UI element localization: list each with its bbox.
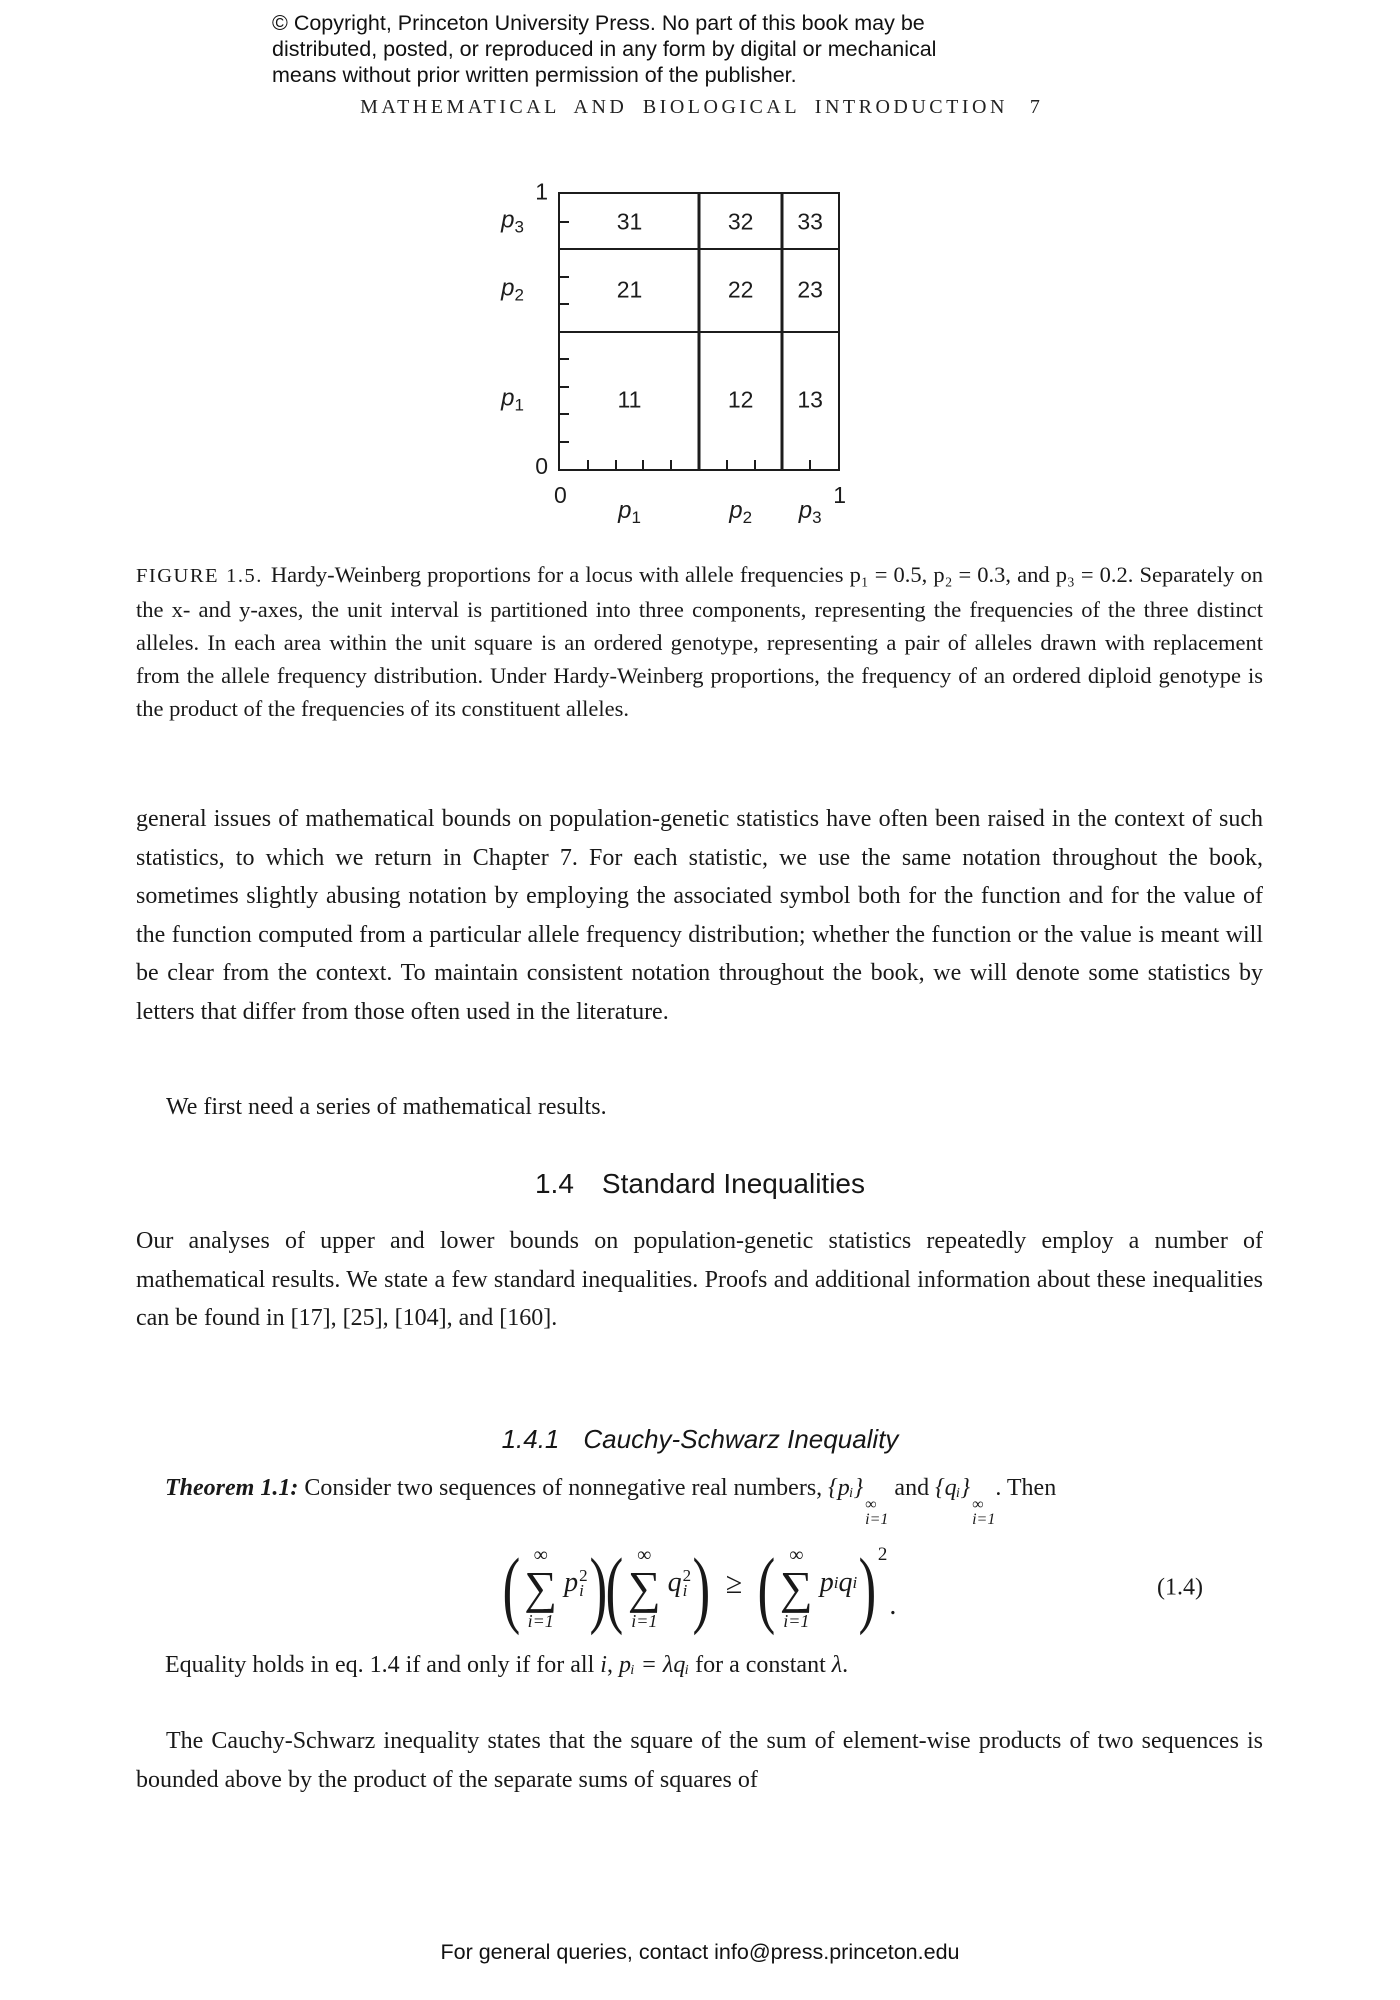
limit-lower: i=1 xyxy=(972,1511,996,1528)
summation xyxy=(780,1545,813,1631)
y-band-label xyxy=(501,385,524,416)
equation-cauchy-schwarz: ( ∞ ∑ i=1 p 2 i ) ( ∞ ∑ i=1 q 2 i ) ≥ ( ∞ ∑ i=1 p i q i ) 2 . (1.4) xyxy=(502,1540,1203,1636)
variable: p xyxy=(501,274,515,302)
y-band-label xyxy=(501,275,524,306)
y-tick xyxy=(560,386,569,388)
sequence-q: {qᵢ} xyxy=(935,1475,971,1501)
page-footer: For general queries, contact info@press.princeton.edu xyxy=(440,1940,960,1964)
variable-subscript: 3 xyxy=(514,217,524,236)
theorem-statement xyxy=(165,1468,1263,1527)
subsection-number: 1.4.1 xyxy=(501,1424,560,1454)
limit-upper: ∞ xyxy=(972,1496,984,1513)
y-tick xyxy=(560,303,569,305)
equality-condition xyxy=(165,1646,1263,1684)
subscript: i xyxy=(852,1573,858,1592)
cell-label: 12 xyxy=(727,386,754,413)
theorem-label: Theorem 1.1: xyxy=(165,1475,299,1501)
variable-i: i xyxy=(600,1652,607,1678)
text: Equality holds in eq. 1.4 if and only if for all xyxy=(165,1652,601,1678)
x-axis-max-label: 1 xyxy=(833,482,846,508)
paragraph: Our analyses of upper and lower bounds on population-genetic statistics repeatedly employ a number of mathematical results. We state a few standard inequalities. Proofs and additional information about these inequalities can be found in [17], [25], [104], and [160]. xyxy=(136,1228,1263,1331)
theorem-text: . Then xyxy=(995,1475,1057,1501)
math-expression: pᵢ = λqᵢ xyxy=(618,1652,690,1678)
outer-superscript: 2 xyxy=(877,1544,888,1565)
infinity-symbol: ∞ xyxy=(637,1544,652,1566)
x-tick xyxy=(809,460,811,469)
variable-subscript: 1 xyxy=(631,508,641,527)
variable-subscript: 2 xyxy=(514,285,524,305)
summation-index: i=1 xyxy=(783,1611,810,1631)
variable: q xyxy=(667,1567,682,1598)
limit-lower: i=1 xyxy=(865,1511,889,1528)
figure-caption-text: Hardy-Weinberg proportions for a locus with allele frequencies p₁ = 0.5, p₂ = 0.3, and p₃ = 0.2. Separately on the x- and y-axes, the unit interval is partitioned into three components, representing the frequencies of the three distinct alleles. In each area within the unit square is an ordered genotype, representing a pair of alleles drawn with replacement from the allele frequency distribution. Under Hardy-Weinberg proportions, the frequency of an ordered diploid genotype is the product of the frequencies of its constituent alleles. xyxy=(136,562,1263,721)
sequence-limits xyxy=(972,1497,995,1527)
figure-caption-label: FIGURE 1.5. xyxy=(136,565,263,587)
sequence-p: {pᵢ} xyxy=(828,1475,864,1501)
x-tick xyxy=(587,460,589,469)
copyright-line: means without prior written permission of the publisher. xyxy=(272,63,797,87)
infinity-symbol: ∞ xyxy=(789,1544,804,1566)
theorem-text: Consider two sequences of nonnegative real numbers, xyxy=(298,1475,829,1501)
infinity-symbol: ∞ xyxy=(533,1544,548,1566)
subsection-title: Cauchy-Schwarz Inequality xyxy=(583,1424,899,1454)
paragraph: We first need a series of mathematical results. xyxy=(166,1094,607,1120)
variable: p xyxy=(618,497,632,524)
paragraph: general issues of mathematical bounds on population-genetic statistics have often been raised in the context of such statistics, to which we return in Chapter 7. For each statistic, we use the same notation throughout the book, sometimes slightly abusing notation by employing the associated symbol both for the function and for the value of the function computed from a particular allele frequency distribution; whether the function or the value is meant will be clear from the context. To maintain consistent notation throughout the book, we will denote some statistics by letters that differ from those often used in the literature. xyxy=(136,806,1263,1025)
x-tick xyxy=(615,460,617,469)
section-heading xyxy=(0,1168,1400,1200)
cell-label: 33 xyxy=(797,208,823,234)
paragraph: The Cauchy-Schwarz inequality states that the square of the sum of element-wise products of two sequences is bounded above by the product of the separate sums of squares of xyxy=(136,1728,1263,1793)
x-tick xyxy=(642,460,644,469)
text: for a constant xyxy=(689,1652,832,1678)
x-tick xyxy=(726,460,728,469)
scripts xyxy=(683,1568,692,1598)
running-head-title: MATHEMATICAL AND BIOLOGICAL INTRODUCTION xyxy=(360,96,1008,118)
section-title: Standard Inequalities xyxy=(601,1168,865,1199)
figure-caption xyxy=(136,558,1263,725)
cell-label: 11 xyxy=(617,386,642,413)
y-band-label xyxy=(501,206,524,237)
cell-label: 21 xyxy=(616,276,643,303)
copyright-line: distributed, posted, or reproduced in any form by digital or mechanical xyxy=(272,37,937,61)
variable: p xyxy=(501,384,515,412)
running-head xyxy=(0,96,1400,119)
equation-number: (1.4) xyxy=(1157,1574,1203,1601)
summand-p-squared xyxy=(564,1567,588,1599)
sigma-symbol: ∑ xyxy=(524,1562,558,1613)
variable-subscript: 2 xyxy=(742,508,753,527)
variable-subscript: 1 xyxy=(514,395,524,415)
variable: p xyxy=(819,1567,834,1598)
x-band-label xyxy=(799,497,822,528)
cell-label: 13 xyxy=(797,386,823,413)
sequence-limits xyxy=(865,1497,888,1527)
cell-label: 32 xyxy=(727,208,754,234)
x-tick xyxy=(754,460,756,469)
section-number: 1.4 xyxy=(534,1168,574,1199)
cell-label: 23 xyxy=(797,276,823,303)
variable-subscript: 3 xyxy=(812,508,822,527)
variable: q xyxy=(838,1567,853,1598)
summand-pq xyxy=(820,1567,857,1599)
sigma-symbol: ∑ xyxy=(627,1562,661,1613)
partition-line-horizontal xyxy=(560,248,838,250)
figure-plot xyxy=(501,178,846,527)
variable: p xyxy=(798,497,813,524)
superscript: 2 xyxy=(579,1566,588,1585)
scripts xyxy=(579,1568,588,1598)
variable: p xyxy=(501,206,515,233)
lambda-symbol: λ xyxy=(831,1652,843,1678)
text: , xyxy=(606,1652,619,1678)
greater-equal-sign: ≥ xyxy=(725,1567,743,1600)
summation xyxy=(628,1545,661,1631)
subsection-heading xyxy=(0,1424,1400,1455)
variable: p xyxy=(564,1567,579,1598)
y-tick xyxy=(560,413,569,415)
y-axis-max-label: 1 xyxy=(535,178,548,205)
equation-period: . xyxy=(889,1590,897,1621)
x-band-label xyxy=(618,497,641,528)
partition-line-horizontal xyxy=(560,331,838,333)
x-band-label xyxy=(729,497,752,528)
x-axis-min-label: 0 xyxy=(554,482,567,508)
subscript: i xyxy=(833,1573,839,1592)
y-tick xyxy=(560,441,569,443)
copyright-line: © Copyright, Princeton University Press. No part of this book may be xyxy=(272,11,925,35)
text: . xyxy=(842,1652,849,1678)
summation-index: i=1 xyxy=(527,1611,554,1631)
x-tick xyxy=(670,460,672,469)
subscript: i xyxy=(682,1581,688,1600)
variable: p xyxy=(729,497,743,524)
y-axis-min-label: 0 xyxy=(535,452,548,479)
superscript: 2 xyxy=(682,1566,692,1585)
summation-index: i=1 xyxy=(631,1611,658,1631)
sigma-symbol: ∑ xyxy=(779,1562,813,1613)
y-tick xyxy=(560,221,569,223)
y-tick xyxy=(560,358,569,360)
y-tick xyxy=(560,276,569,278)
cell-label: 22 xyxy=(727,276,754,303)
summand-q-squared xyxy=(668,1567,692,1599)
theorem-text: and xyxy=(888,1475,936,1501)
cell-label: 31 xyxy=(616,208,643,234)
summation xyxy=(524,1545,557,1631)
page-number: 7 xyxy=(1029,96,1040,118)
copyright-notice xyxy=(272,10,936,88)
subscript: i xyxy=(579,1581,584,1600)
limit-upper: ∞ xyxy=(865,1496,877,1513)
